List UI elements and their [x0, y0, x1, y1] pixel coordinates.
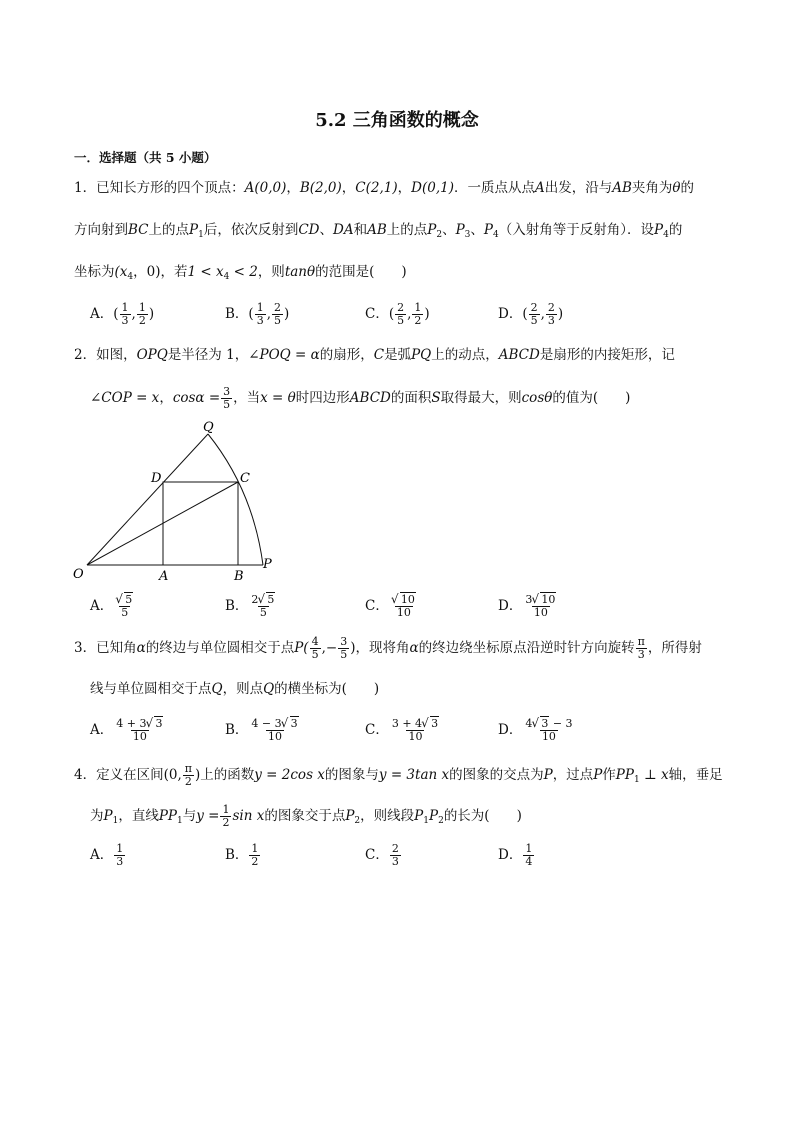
section-heading: 一．选择题（共 5 小题）: [74, 150, 217, 165]
rectangle-abcd: [163, 482, 238, 565]
page-title: 5.2 三角函数的概念: [315, 110, 479, 131]
q3-option-c[interactable]: C． $\frac{3 + 4√ 3}{10}$: [365, 718, 442, 743]
q1-option-c[interactable]: C．( $\frac{2}{5}$ , $\frac{1}{2}$ ): [365, 301, 430, 327]
q2-option-d[interactable]: D． $\frac{3√ 10}{10}$: [498, 594, 559, 619]
sector-figure: [70, 418, 290, 586]
q1-option-b[interactable]: B．( $\frac{1}{3}$ , $\frac{2}{5}$ ): [225, 301, 290, 327]
q4-option-b[interactable]: B． $\frac{1}{2}$: [225, 842, 259, 868]
label-a: A: [159, 569, 169, 584]
q3-line-2: 线与单位圆相交于点Q，则点Q的横坐标为( ): [90, 681, 380, 697]
q2-option-c[interactable]: C． √ $\frac{10}{10}$: [365, 594, 419, 619]
q3-option-d[interactable]: D． $\frac{4√ 3 - 3}{10}$: [498, 718, 576, 743]
q1-line-2: 方向射到BC上的点$P_1$后，依次反射到CD、DA和AB上的点$P_2$、$P_3$、$P_4$（入射角等于反射角）．设$P_4$的: [74, 222, 683, 240]
q3-option-a[interactable]: A． $\frac{4 + 3√ 3}{10}$: [90, 718, 166, 743]
q3-line-1: 3．已知角α的终边与单位圆相交于点P( $\frac{4}{5}$ ,− $\frac{3}{5}$ )，现将角α的终边绕坐标原点沿逆时针方向旋转 $\frac{\pi}{3}$ ，所得射: [74, 635, 702, 661]
q3-option-b[interactable]: B． $\frac{4 - 3√ 3}{10}$: [225, 718, 302, 743]
label-q: Q: [203, 420, 214, 435]
line-oq: [87, 434, 208, 565]
q2-line-2: ∠COP = x，cosα = $\frac{3}{5}$ ，当x = θ时四边形ABCD的面积S取得最大，则cosθ的值为( ): [90, 385, 631, 411]
q4-option-c[interactable]: C． $\frac{2}{3}$: [365, 842, 399, 868]
label-p: P: [263, 557, 272, 572]
q4-option-d[interactable]: D． $\frac{1}{4}$: [498, 842, 533, 868]
label-d: D: [151, 471, 162, 486]
label-b: B: [234, 569, 244, 584]
q2-option-b[interactable]: B． $\frac{2√ 5}{5}$: [225, 594, 278, 619]
q4-line-2: 为$P_1$，直线$PP_1$与y = $\frac{1}{2}$ sin x的图象交于点$P_2$，则线段$P_1P_2$的长为( ): [90, 803, 522, 829]
q2-option-a[interactable]: A． √ $\frac{5}{5}$: [90, 594, 136, 619]
q1-option-d[interactable]: D．( $\frac{2}{5}$ , $\frac{2}{3}$ ): [498, 301, 564, 327]
q1-line-1: 1．已知长方形的四个顶点：A(0,0)，B(2,0)，C(2,1)，D(0,1)．一质点从点A出发，沿与AB夹角为θ的: [74, 180, 695, 196]
arc-pq: [208, 434, 263, 565]
q4-option-a[interactable]: A． $\frac{1}{3}$: [90, 842, 124, 868]
q1-option-a[interactable]: A．( $\frac{1}{3}$ , $\frac{1}{2}$ ): [90, 301, 155, 327]
q1-line-3: 坐标为($x_4$，0)，若$1 < x_4 < 2$，则tanθ的范围是( ): [74, 264, 407, 282]
q4-line-1: 4．定义在区间(0, $\frac{\pi}{2}$ )上的函数y = 2cos x的图象与y = 3tan x的图象的交点为P，过点P作$PP_1$ ⊥ x轴，垂足: [74, 762, 723, 788]
label-o: O: [73, 567, 84, 582]
label-c: C: [240, 471, 250, 486]
q2-line-1: 2．如图，OPQ是半径为 1，∠POQ = α的扇形，C是弧PQ上的动点，ABCD是扇形的内接矩形，记: [74, 347, 675, 363]
